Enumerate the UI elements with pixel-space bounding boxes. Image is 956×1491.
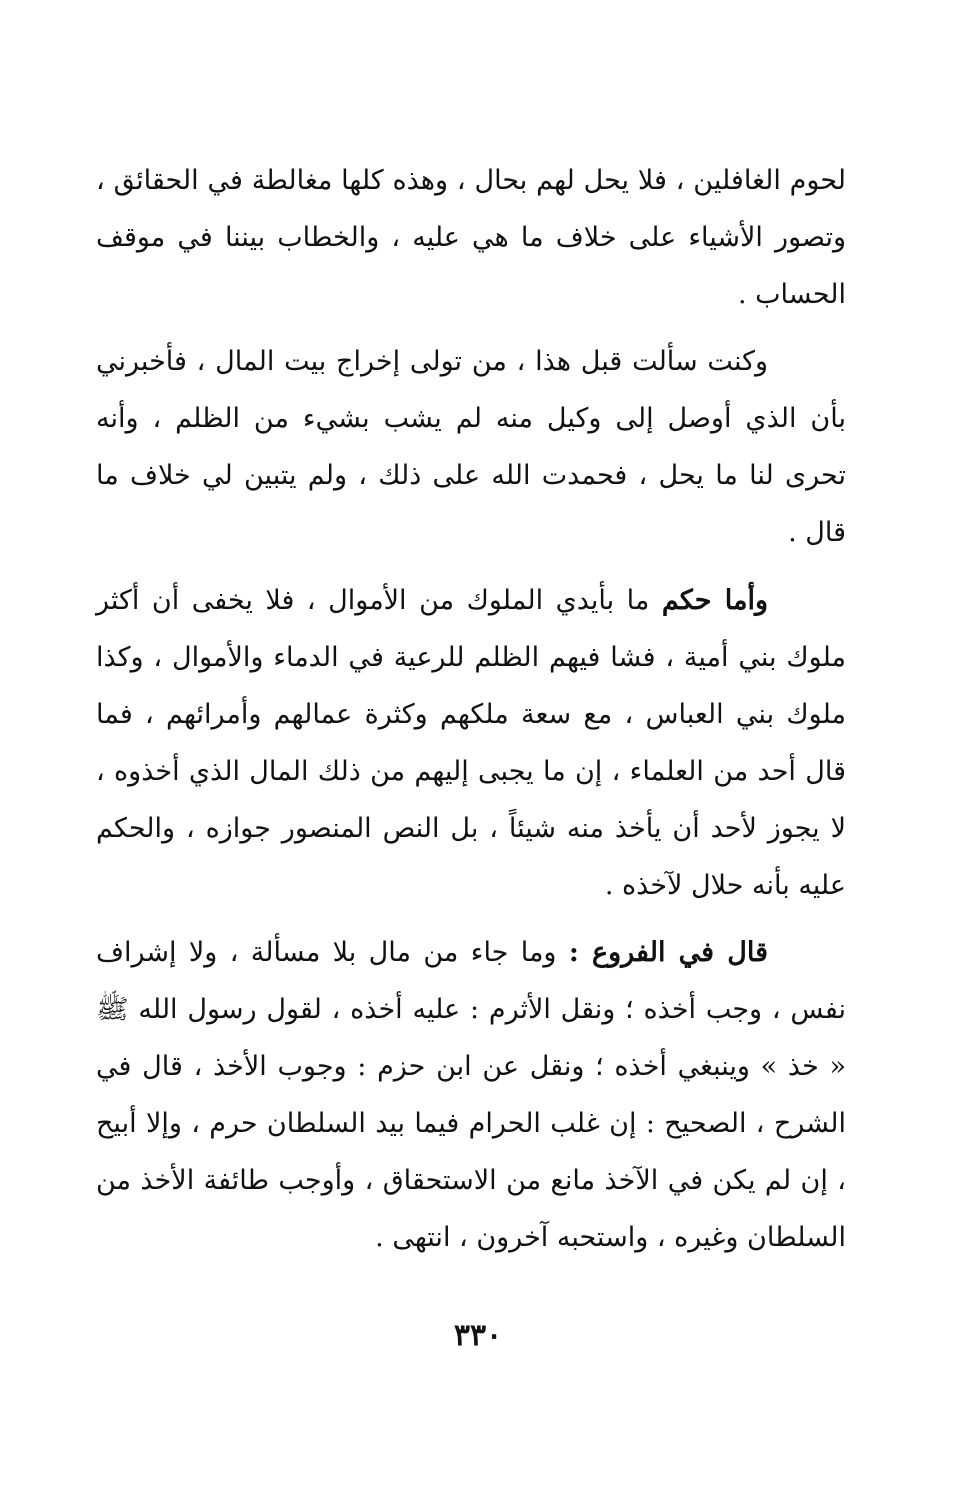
paragraph-3-lead: وأما حكم bbox=[661, 585, 768, 616]
paragraph-2-text: وكنت سألت قبل هذا ، من تولى إخراج بيت المال ، فأخبرني بأن الذي أوصل إلى وكيل منه لم يشب بشيء من الظلم ، وأنه تحرى لنا ما يحل ، فحمدت الله على ذلك ، ولم يتبين لي خلاف ما قال . bbox=[96, 346, 846, 548]
paragraph-4-body bbox=[96, 924, 846, 1266]
page-number: ٣٣٠ bbox=[453, 1318, 503, 1353]
paragraph-2 bbox=[96, 333, 846, 561]
paragraph-4-text: وما جاء من مال بلا مسألة ، ولا إشراف نفس ، وجب أخذه ؛ ونقل الأثرم : عليه أخذه ، لقول رسول الله ﷺ « خذ » وينبغي أخذه ؛ ونقل عن ابن حزم : وجوب الأخذ ، قال في الشرح ، الصحيح : إن غلب الحرام فيما بيد السلطان حرم ، وإلا أبيح ، إن لم يكن في الآخذ مانع من الاستحقاق ، وأوجب طائفة الأخذ من السلطان وغيره ، واستحبه آخرون ، انتهى . bbox=[96, 937, 847, 1253]
paragraph-3 bbox=[96, 572, 846, 914]
paragraph-4 bbox=[96, 924, 846, 1266]
paragraph-1-text: لحوم الغافلين ، فلا يحل لهم بحال ، وهذه كلها مغالطة في الحقائق ، وتصور الأشياء على خلاف ما هي عليه ، والخطاب بيننا في موقف الحساب . bbox=[96, 165, 846, 310]
paragraph-3-text: ما بأيدي الملوك من الأموال ، فلا يخفى أن أكثر ملوك بني أمية ، فشا فيهم الظلم للرعية في الدماء والأموال ، وكذا ملوك بني العباس ، مع سعة ملكهم وكثرة عمالهم وأمرائهم ، فما قال أحد من العلماء ، إن ما يجبى إليهم من ذلك المال الذي أخذوه ، لا يجوز لأحد أن يأخذ منه شيئاً ، بل النص المنصور جوازه ، والحكم عليه بأنه حلال لآخذه . bbox=[96, 585, 846, 901]
paragraph-3-body bbox=[96, 572, 846, 914]
paragraph-4-lead: قال في الفروع : bbox=[568, 937, 768, 968]
paragraph-1 bbox=[96, 152, 846, 323]
